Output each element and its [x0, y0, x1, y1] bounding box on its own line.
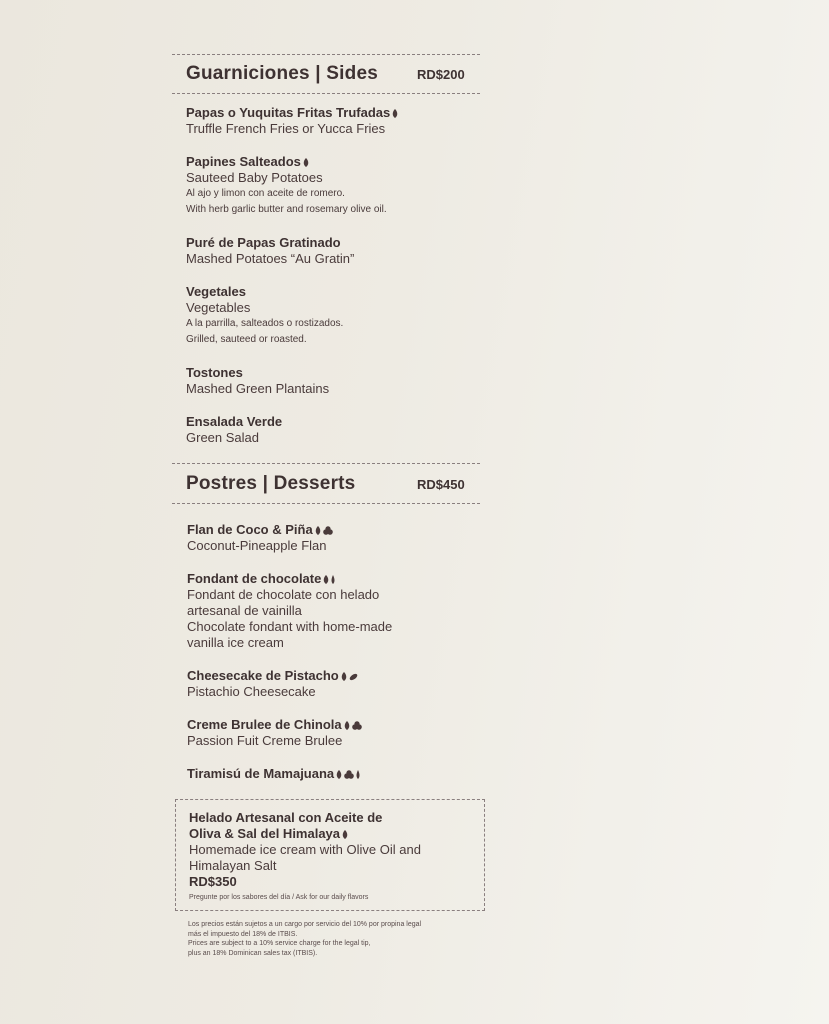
drop-icon	[331, 575, 335, 584]
item-name: Papas o Yuquitas Fritas Trufadas	[186, 105, 391, 120]
item-name: Tiramisú de Mamajuana	[187, 766, 335, 781]
drop-icon	[356, 770, 360, 779]
sides-section-price: RD$200	[417, 67, 465, 82]
menu-item	[186, 235, 486, 267]
nut-icon	[323, 526, 333, 535]
menu-item	[186, 365, 486, 397]
menu-item	[187, 717, 487, 749]
item-name: Puré de Papas Gratinado	[186, 235, 341, 250]
item-description-es: Al ajo y limon con aceite de romero.	[186, 188, 345, 199]
disclaimer-line: plus an 18% Dominican sales tax (ITBIS).	[188, 949, 318, 957]
special-item-english-line2: Himalayan Salt	[189, 858, 277, 873]
divider	[172, 463, 480, 464]
item-english-name: Truffle French Fries or Yucca Fries	[186, 121, 386, 136]
pricing-disclaimer	[188, 920, 478, 958]
item-description-es: artesanal de vainilla	[187, 603, 302, 618]
menu-item	[187, 522, 487, 554]
disclaimer-line: Prices are subject to a 10% service charge for the legal tip,	[188, 940, 371, 947]
item-description-en: Grilled, sauteed or roasted.	[186, 334, 307, 345]
menu-item	[187, 668, 487, 700]
menu-item	[186, 105, 486, 137]
item-name: Creme Brulee de Chinola	[187, 717, 342, 732]
item-description-en: vanilla ice cream	[187, 635, 284, 650]
leaf-icon	[315, 526, 321, 535]
sides-section-title: Guarniciones | Sides	[186, 63, 378, 84]
special-item-name-line2: Oliva & Sal del Himalaya	[189, 826, 341, 841]
item-name: Ensalada Verde	[186, 414, 283, 429]
menu-item	[186, 154, 486, 218]
item-english-name: Mashed Potatoes “Au Gratin”	[186, 251, 355, 266]
item-description-es: A la parrilla, salteados o rostizados.	[186, 318, 344, 329]
item-english-name: Pistachio Cheesecake	[187, 684, 316, 699]
item-english-name: Coconut-Pineapple Flan	[187, 538, 327, 553]
item-description-en: Chocolate fondant with home-made	[187, 619, 393, 634]
item-english-name: Vegetables	[186, 300, 251, 315]
leaf-icon	[336, 770, 342, 779]
item-english-name: Passion Fuit Creme Brulee	[187, 733, 343, 748]
leaf-icon	[341, 672, 347, 681]
pistachio-icon	[349, 673, 358, 681]
item-english-name: Mashed Green Plantains	[186, 381, 330, 396]
leaf-icon	[323, 575, 329, 584]
item-english-name: Sauteed Baby Potatoes	[186, 170, 323, 185]
nut-icon	[344, 770, 354, 779]
disclaimer-line: Los precios están sujetos a un cargo por servicio del 10% por propina legal	[188, 921, 422, 928]
item-name: Fondant de chocolate	[187, 571, 322, 586]
item-english-name: Green Salad	[186, 430, 259, 445]
item-name: Papines Salteados	[186, 154, 301, 169]
menu-item	[186, 414, 486, 446]
nut-icon	[352, 721, 362, 730]
divider	[172, 54, 480, 55]
special-item-english-line1: Homemade ice cream with Olive Oil and	[189, 842, 421, 857]
special-item-price: RD$350	[189, 874, 237, 889]
disclaimer-line: más el impuesto del 18% de ITBIS.	[188, 930, 298, 938]
divider	[172, 93, 480, 94]
special-item-box	[175, 799, 485, 911]
leaf-icon	[342, 830, 348, 839]
special-item-note: Pregunte por los sabores del día / Ask for our daily flavors	[189, 894, 369, 901]
desserts-section-price: RD$450	[417, 477, 465, 492]
item-description-es: Fondant de chocolate con helado	[187, 587, 380, 602]
item-name: Tostones	[186, 365, 243, 380]
item-name: Vegetales	[186, 284, 246, 299]
item-name: Cheesecake de Pistacho	[187, 668, 339, 683]
special-item-name-line1: Helado Artesanal con Aceite de	[189, 810, 383, 825]
item-description-en: With herb garlic butter and rosemary olive oil.	[186, 204, 387, 215]
leaf-icon	[303, 158, 309, 167]
leaf-icon	[392, 109, 398, 118]
divider	[172, 503, 480, 504]
menu-item	[186, 284, 486, 348]
menu-item	[187, 571, 487, 651]
item-name: Flan de Coco & Piña	[187, 522, 313, 537]
leaf-icon	[344, 721, 350, 730]
desserts-section-title: Postres | Desserts	[186, 473, 356, 494]
menu-item	[187, 766, 487, 782]
